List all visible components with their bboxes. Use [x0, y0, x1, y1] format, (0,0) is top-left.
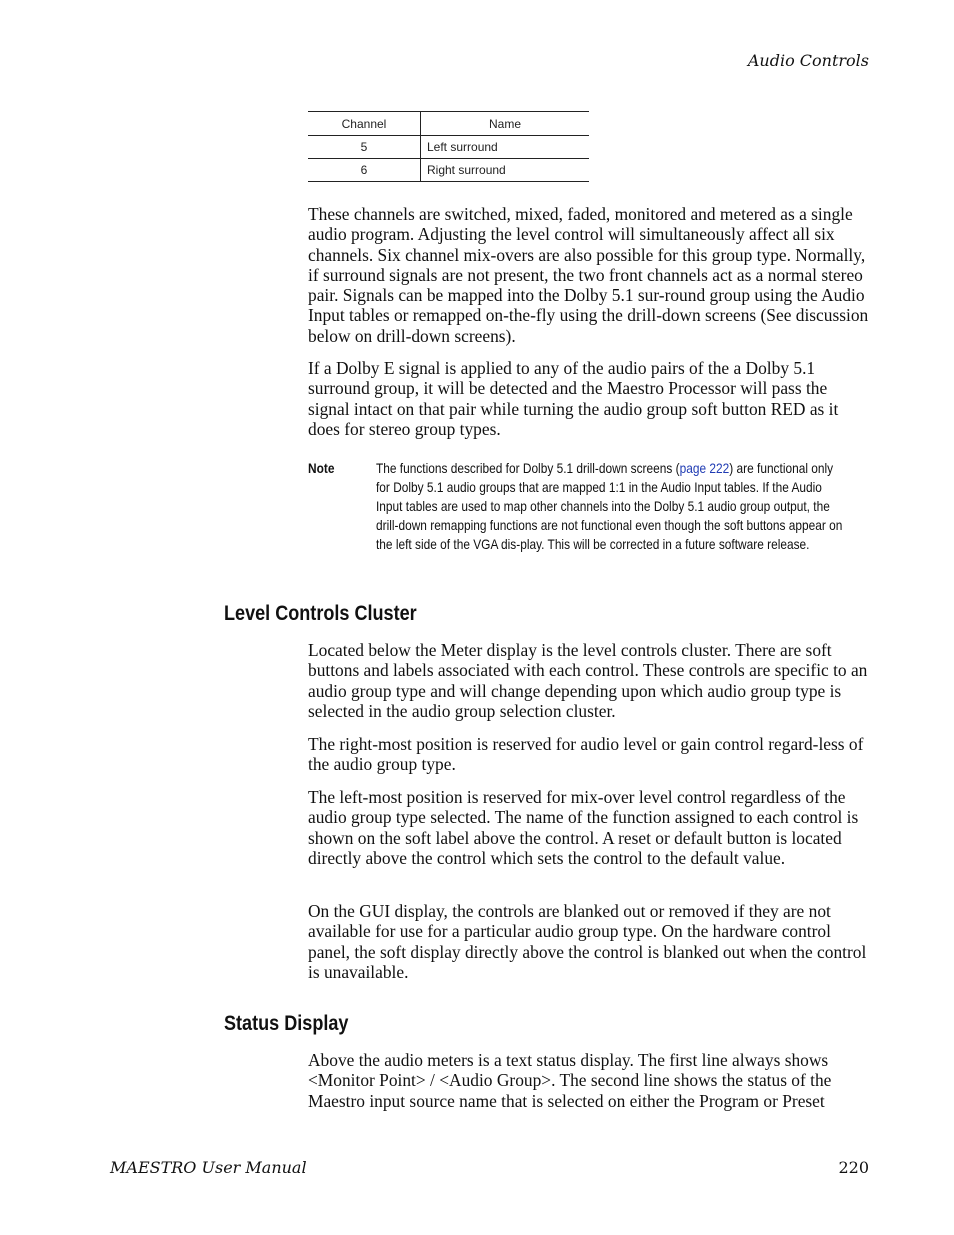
- table-header-row: [308, 112, 589, 136]
- cell-name: Left surround: [421, 136, 590, 159]
- paragraph: These channels are switched, mixed, faded, monitored and metered as a single audio program. Adjusting the level control will simultaneously affect all six channels. Six channel mix-overs are also possible for this group type. Normally, if surround signals are not present, the two front channels act as a normal stereo pair. Signals can be mapped into the Dolby 5.1 sur-round group using the Audio Input tables or remapped on-the-fly using the drill-down screens (See discussion below on drill-down screens).: [308, 204, 869, 346]
- section-heading: Status Display: [224, 1012, 349, 1035]
- paragraph: Above the audio meters is a text status display. The first line always shows <Monitor Point> / <Audio Group>. The second line shows the status of the Maestro input source name that is selected on either the Program or Preset: [308, 1050, 832, 1111]
- note-text: [376, 459, 848, 554]
- table-row: [308, 136, 589, 159]
- cell-channel: 5: [308, 136, 421, 159]
- column-header-name: Name: [421, 112, 590, 136]
- note-text-end: ) are functional only for Dolby 5.1 audio groups that are mapped 1:1 in the Audio Input tables. If the Audio Input tables are used to map other channels into the Dolby 5.1 audio group output, the drill-down remapping functions are not functional even though the soft buttons appear on the left side of the VGA dis-play. This will be corrected in a future software release.: [376, 460, 843, 552]
- paragraph: On the GUI display, the controls are blanked out or removed if they are not available for use for a particular audio group type. On the hardware control panel, the soft display directly above the control is blanked out when the control is unavailable.: [308, 901, 867, 982]
- note-text-start: The functions described for Dolby 5.1 drill-down screens (: [376, 460, 680, 476]
- running-header: Audio Controls: [747, 51, 869, 70]
- footer-page-number: 220: [838, 1158, 869, 1177]
- paragraph: Located below the Meter display is the level controls cluster. There are soft buttons and labels associated with each control. These controls are specific to an audio group type and will change depending upon which audio group type is selected in the audio group selection cluster.: [308, 640, 868, 721]
- footer-manual-title: MAESTRO User Manual: [110, 1158, 307, 1177]
- paragraph: If a Dolby E signal is applied to any of the audio pairs of the a Dolby 5.1 surround group, it will be detected and the Maestro Processor will pass the signal intact on that pair while turning the audio group soft button RED as it does for stereo group types.: [308, 358, 839, 439]
- table-row: [308, 159, 589, 182]
- channel-table: [308, 111, 589, 182]
- page-link[interactable]: page 222: [679, 460, 730, 476]
- note-label: Note: [308, 460, 335, 476]
- paragraph: The left-most position is reserved for mix-over level control regardless of the audio group type selected. The name of the function assigned to each control is shown on the soft label above the control. A reset or default button is located directly above the control which sets the control to the default value.: [308, 787, 859, 868]
- cell-name: Right surround: [421, 159, 590, 182]
- paragraph: The right-most position is reserved for audio level or gain control regard-less of the audio group type.: [308, 734, 864, 775]
- section-heading: Level Controls Cluster: [224, 602, 417, 625]
- cell-channel: 6: [308, 159, 421, 182]
- column-header-channel: Channel: [308, 112, 421, 136]
